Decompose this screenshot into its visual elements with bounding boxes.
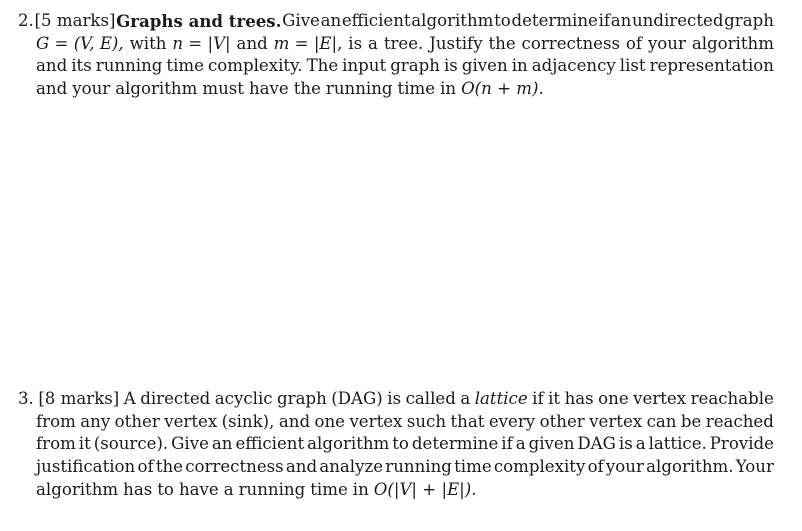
word: that [450,411,485,431]
word: running [385,457,452,477]
problem-title: Graphs and trees. [116,11,282,31]
word: time [166,56,204,76]
word: time [397,79,436,99]
word: determine [411,434,499,454]
word: an [320,11,342,30]
word: acyclic [214,389,273,408]
problem-number: 2. [18,11,34,30]
word: complexity. [207,56,303,76]
word: determine [511,11,598,30]
word: and [36,56,68,76]
word: an [610,11,632,30]
problem-2-line-1 [18,10,774,33]
word: in [511,56,528,76]
word: Your [735,457,774,477]
word: running [325,79,393,99]
word: running [238,479,306,499]
word: of [137,457,154,477]
word: any [80,411,111,431]
word: has [564,389,594,408]
word: a [223,479,234,499]
word: in [440,79,457,99]
word: vertex [633,389,687,408]
word: adjacency [531,56,616,76]
problem-number: 3. [18,389,34,408]
word: it [78,434,91,454]
problem-2-line-2 [18,33,774,56]
word: and [36,79,68,99]
word: your [647,33,686,53]
word: reached [705,411,774,431]
word: other [114,411,160,431]
word: other [539,411,585,431]
word: if [501,434,513,454]
word: a [635,434,646,454]
word: algorithm [115,79,198,99]
word: efficient [341,11,411,30]
word: algorithm [411,11,494,30]
word: an [211,434,233,454]
word: vertex [349,411,403,431]
word: if [598,11,611,30]
word: Give [282,11,320,30]
word: if [532,389,544,408]
marks-label: [8 marks] [38,389,120,408]
word: with [129,33,167,53]
word: graph [724,11,774,30]
word: to [157,479,174,499]
word: it [548,389,561,408]
word: Provide [709,434,774,454]
word: time [310,479,348,499]
word: of [625,33,643,53]
word: input [342,56,387,76]
word: to [494,11,511,30]
math-expression: O(|V| + |E|). [373,479,477,499]
word: given [528,434,575,454]
problem-3-line-4 [18,456,774,479]
word: time [454,457,492,477]
problem-3-line-3 [18,433,774,456]
word: justification [36,457,136,477]
word: must [202,79,244,99]
marks-label: [5 marks] [34,11,116,30]
word: graph [277,389,327,408]
word: is [443,56,458,76]
word: given [461,56,508,76]
word: called [405,389,456,408]
word: (source). [93,434,169,454]
word: such [406,411,447,431]
emphasized-term: lattice [474,389,528,408]
word: vertex [164,411,218,431]
word: undirected [631,11,724,30]
math-expression: m = |E|, [273,33,343,53]
word: and [236,33,268,53]
word: of [587,457,604,477]
word: a [368,33,378,53]
word: (sink), [221,411,275,431]
word: is [618,434,633,454]
problem-3-line-2 [18,411,774,434]
word: the [293,79,321,99]
problem-3-line-1 [18,388,774,411]
problem-3 [18,388,774,501]
word: is [387,389,402,408]
word: a [460,389,471,408]
word: vertex [589,411,643,431]
word: one [598,389,629,408]
word: algorithm [307,434,390,454]
word: correctness [185,457,284,477]
word: can [646,411,677,431]
word: lattice. [648,434,707,454]
word: complexity [493,457,586,477]
word: DAG [577,434,616,454]
word: be [680,411,702,431]
problem-3-line-5 [18,479,774,502]
problem-2 [18,10,774,101]
word: and [285,457,318,477]
word: your [605,457,644,477]
word: your [72,79,111,99]
word: the [488,33,516,53]
math-expression: G = (V, E), [36,33,124,53]
math-expression: O(n + m). [461,79,544,99]
word: running [95,56,163,76]
word: one [314,411,345,431]
word: every [488,411,536,431]
problem-2-line-3 [18,55,774,78]
word: list [619,56,646,76]
word: analyze [319,457,384,477]
word: its [71,56,92,76]
word: from [36,434,76,454]
word: algorithm [691,33,774,53]
word: directed [140,389,211,408]
word: a [515,434,526,454]
word: is [348,33,363,53]
word: the [155,457,183,477]
problem-2-line-4 [18,78,774,101]
word: Give [171,434,209,454]
word: algorithm. [646,457,734,477]
word: reachable [690,389,774,408]
word: tree. [383,33,424,53]
word: and [278,411,311,431]
word: correctness [521,33,621,53]
word: efficient [235,434,305,454]
word: The [306,56,339,76]
word: graph [390,56,440,76]
word: Justify [429,33,483,53]
word: in [352,479,369,499]
word: have [248,79,289,99]
math-expression: n = |V| [172,33,231,53]
word: from [36,411,76,431]
word: (DAG) [331,389,383,408]
word: representation [649,56,774,76]
word: have [178,479,219,499]
word: algorithm [36,479,119,499]
word: has [123,479,153,499]
word: to [392,434,409,454]
word: A [123,389,136,408]
